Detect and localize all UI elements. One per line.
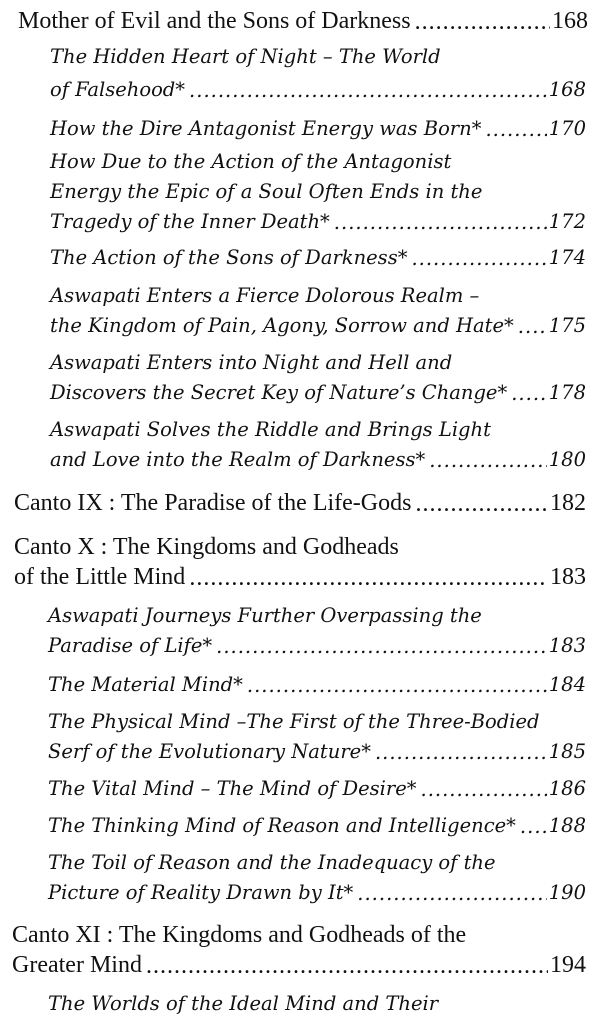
toc-entry-line (50, 180, 482, 203)
toc-entry-line (50, 448, 586, 471)
toc-page-number: 185 (548, 740, 586, 763)
toc-entry-line (48, 740, 586, 763)
toc-entry-line (48, 881, 586, 904)
toc-entry-title: Aswapati Solves the Riddle and Brings Light (50, 418, 491, 441)
toc-page-number: 184 (548, 673, 586, 696)
toc-entry-line (50, 314, 586, 337)
toc-entry-line (14, 564, 586, 591)
toc-entry-line (50, 78, 586, 101)
toc-entry-title: Picture of Reality Drawn by It* (48, 881, 354, 904)
dot-leader (429, 449, 547, 469)
toc-entry-title: Energy the Epic of a Soul Often Ends in the (50, 180, 483, 203)
toc-entry-line (48, 814, 586, 837)
dot-leader (485, 118, 546, 138)
dot-leader (247, 674, 547, 694)
toc-entry-line (48, 851, 496, 874)
toc-entry-line (48, 634, 586, 657)
toc-entry-title: Discovers the Secret Key of Nature’s Change* (50, 381, 508, 404)
toc-entry-line (48, 710, 540, 733)
toc-entry-title: The Action of the Sons of Darkness* (50, 246, 408, 269)
toc-entry-title: How Due to the Action of the Antagonist (50, 150, 452, 173)
toc-entry-line (50, 150, 451, 173)
toc-entry-title: Canto XI : The Kingdoms and Godheads of the (12, 922, 467, 948)
toc-page-number: 180 (548, 448, 586, 471)
toc-entry-line (50, 381, 586, 404)
toc-page-number: 168 (552, 8, 588, 34)
dot-leader (415, 491, 548, 515)
toc-entry-title: Aswapati Enters a Fierce Dolorous Realm – (50, 284, 480, 307)
toc-page-number: 170 (548, 117, 586, 140)
toc-page-number: 178 (548, 381, 586, 404)
toc-entry-title: Canto IX : The Paradise of the Life-Gods (14, 490, 412, 516)
toc-entry-line (50, 284, 479, 307)
dot-leader (511, 382, 547, 402)
dot-leader (146, 953, 548, 977)
toc-entry-title: and Love into the Realm of Darkness* (50, 448, 426, 471)
dot-leader (334, 211, 547, 231)
toc-entry-line (48, 777, 586, 800)
toc-entry-title: Aswapati Journeys Further Overpassing the (48, 604, 482, 627)
toc-entry-line (50, 45, 441, 68)
toc-entry-title: The Thinking Mind of Reason and Intelligence* (48, 814, 516, 837)
toc-entry-title: The Material Mind* (48, 673, 243, 696)
toc-entry-line (12, 922, 466, 949)
toc-entry-title: the Kingdom of Pain, Agony, Sorrow and Hate* (50, 314, 514, 337)
toc-page-number: 190 (548, 881, 586, 904)
toc-entry-title: Paradise of Life* (48, 634, 213, 657)
toc-entry-title: of the Little Mind (14, 564, 186, 590)
toc-entry-line (14, 534, 399, 561)
toc-entry-title: How the Dire Antagonist Energy was Born* (50, 117, 482, 140)
toc-page-number: 186 (548, 777, 586, 800)
toc-entry-line (48, 673, 586, 696)
toc-entry-line (50, 351, 452, 374)
toc-entry-line (50, 418, 491, 441)
dot-leader (411, 247, 546, 267)
toc-page-number: 172 (548, 210, 586, 233)
toc-entry-line (12, 952, 586, 979)
toc-entry-title: The Worlds of the Ideal Mind and Their (48, 992, 439, 1015)
toc-entry-title: The Hidden Heart of Night – The World (50, 45, 441, 68)
dot-leader (189, 565, 548, 589)
toc-entry-title: The Toil of Reason and the Inadequacy of the (48, 851, 496, 874)
toc-page-number: 183 (550, 564, 586, 590)
dot-leader (375, 741, 547, 761)
dot-leader (216, 635, 547, 655)
dot-leader (357, 882, 546, 902)
toc-entry-title: of Falsehood* (50, 78, 186, 101)
toc-entry-title: The Vital Mind – The Mind of Desire* (48, 777, 417, 800)
toc-entry-title: Greater Mind (12, 952, 142, 978)
toc-entry-line (48, 604, 482, 627)
toc-entry-title: Aswapati Enters into Night and Hell and (50, 351, 453, 374)
toc-page-number: 175 (548, 314, 586, 337)
dot-leader (415, 9, 550, 33)
dot-leader (518, 315, 547, 335)
toc-page-number: 194 (550, 952, 586, 978)
toc-entry-line (50, 210, 586, 233)
toc-entry-line (50, 246, 586, 269)
toc-entry-line (18, 8, 588, 35)
toc-page-number: 168 (548, 78, 586, 101)
dot-leader (421, 778, 547, 798)
toc-entry-title: The Physical Mind –The First of the Three-Bodied (48, 710, 540, 733)
toc-entry-line (14, 490, 586, 517)
dot-leader (520, 815, 547, 835)
toc-entry-line (48, 992, 438, 1015)
toc-page-number: 188 (548, 814, 586, 837)
toc-entry-title: Mother of Evil and the Sons of Darkness (18, 8, 411, 34)
toc-entry-title: Tragedy of the Inner Death* (50, 210, 330, 233)
toc-page-number: 174 (548, 246, 586, 269)
toc-page-number: 182 (550, 490, 586, 516)
toc-page-number: 183 (548, 634, 586, 657)
toc-entry-title: Canto X : The Kingdoms and Godheads (14, 534, 399, 560)
toc-entry-line (50, 117, 586, 140)
dot-leader (189, 79, 547, 99)
toc-entry-title: Serf of the Evolutionary Nature* (48, 740, 371, 763)
